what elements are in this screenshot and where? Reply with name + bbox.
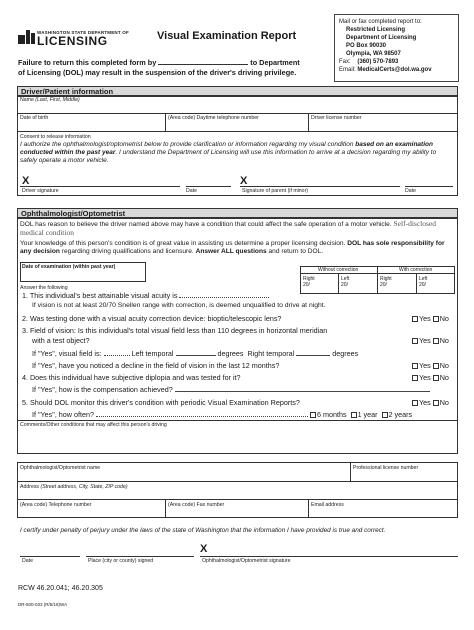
parent-sign-x: X [240,175,248,187]
q4-no-checkbox[interactable] [433,375,439,381]
form-number: DR-500-033 (R/5/18)WA [18,602,68,607]
driver-license-field[interactable]: Driver license number [311,115,362,121]
dol-logo-icon [18,30,35,44]
mail-instructions-box: Mail or fax completed report to: Restricted Licensing Department of Licensing PO Box 90030 Olympia, WA 98507 Fax: (360) 570-7893 Email: MedicalCerts@dol.wa.gov [334,14,459,82]
provider-fax-field[interactable]: (Area code) Fax number [168,502,225,508]
q3-no-checkbox[interactable] [433,338,439,344]
driver-signature-field[interactable]: Driver signature [22,188,59,194]
q3-decline-no-checkbox[interactable] [433,363,439,369]
question-3-decline: If "Yes", have you noticed a decline in the field of vision in the last 12 months? [32,361,280,370]
q3-decline-options: Yes No [410,361,449,370]
driver-sign-x: X [22,175,30,187]
parent-sign-date-field[interactable]: Date [405,188,416,194]
acuity-without-right[interactable]: Right 20/ [303,276,315,288]
reason-paragraph: DOL has reason to believe the driver named above may have a condition that could affect the safe operation of a motor vehicle. Self-disclosed medical condition [20,219,437,238]
professional-license-field[interactable]: Professional license number [353,465,419,471]
condition-highlight: Self-disclosed medical condition [20,219,437,238]
question-4-compensation: If "Yes", how is the compensation achieved? [32,385,430,394]
question-1: 1. This individual's best attainable visual acuity is [22,291,269,300]
freq-6-months-checkbox[interactable] [310,412,316,418]
right-temporal-field[interactable] [296,350,330,356]
instructions-paragraph: Your knowledge of this person's condition is of great value in assisting us determine a proper licensing decision. DOL has sole responsibility for any decision regarding driving qualifications and licensure. Answer ALL questions and return to DOL. [20,240,445,256]
comments-field[interactable]: Comments/Other conditions that may affect this person's driving [20,422,167,428]
freq-2-years-checkbox[interactable] [382,412,388,418]
return-warning: Failure to return this completed form by to Department of Licensing (DOL) may result in the suspension of the driver's driving privilege. [18,58,300,77]
visual-field-row: If "Yes", visual field is: Left temporal degrees Right temporal degrees [32,349,359,358]
compensation-field[interactable] [175,386,430,392]
email-address[interactable]: MedicalCerts@dol.wa.gov [357,67,432,73]
freq-1-year-checkbox[interactable] [351,412,357,418]
left-temporal-field[interactable] [176,350,216,356]
q5-yes-checkbox[interactable] [412,400,418,406]
consent-text: I authorize the ophthalmologist/optometrist below to provide clarification or information regarding my visual condition based on an examination conducted within the past year. I understand the Department of Licensing will use this information to arrive at a decision regarding my ability to safely operate a motor vehicle. [20,141,437,164]
provider-sign-x: X [200,543,208,555]
q5-no-checkbox[interactable] [433,400,439,406]
question-3: 3. Field of vision: Is this individual's total visual field less than 110 degrees in horizontal meridian [22,326,328,335]
acuity-with-left[interactable]: Left 20/ [419,276,428,288]
acuity-with-right[interactable]: Right 20/ [380,276,392,288]
place-signed-field[interactable]: Place (city or county) signed [88,558,154,564]
perjury-certification: I certify under penalty of perjury under the laws of the state of Washington that the information I have provided is true and correct. [20,527,386,534]
daytime-phone-field[interactable]: (Area code) Daytime telephone number [168,115,259,121]
q4-yes-checkbox[interactable] [412,375,418,381]
question-5: 5. Should DOL monitor this driver's condition with periodic Visual Examination Reports? [22,398,300,407]
question-4-options: Yes No [410,373,449,382]
question-2: 2. Was testing done with a visual acuity correction device: bioptic/telescopic lens? [22,314,282,323]
question-5-frequency: If "Yes", how often? 6 months 1 year 2 years [32,410,413,419]
answer-label: Answer the following [20,285,68,291]
agency-name: LICENSING [37,34,108,48]
rcw-reference: RCW 46.20.041; 46.20.305 [18,585,103,592]
question-2-options: Yes No [410,314,449,323]
dob-field[interactable]: Date of birth [20,115,49,121]
name-field[interactable]: Name (Last, First, Middle) [20,97,80,103]
question-1-note: If vision is not at least 20/70 Snellen range with correction, is deemed unqualified to drive at night. [32,302,326,309]
question-3-options: Yes No [410,336,449,345]
provider-signature-field[interactable]: Ophthalmologist/Optometrist signature [202,558,291,564]
provider-email-field[interactable]: Email address [311,502,344,508]
acuity-without-left[interactable]: Left 20/ [341,276,350,288]
question-5-options: Yes No [410,398,449,407]
provider-sign-date-field[interactable]: Date [22,558,33,564]
q2-no-checkbox[interactable] [433,316,439,322]
q3-yes-checkbox[interactable] [412,338,418,344]
provider-address-field[interactable]: Address (Street address, City, State, ZIP code) [20,484,128,490]
parent-signature-field[interactable]: Signature of parent (if minor) [242,188,309,194]
question-4: 4. Does this individual have subjective diplopia and was tested for it? [22,373,241,382]
provider-phone-field[interactable]: (Area code) Telephone number [20,502,92,508]
fax-number: (360) 570-7893 [357,59,399,65]
agency-name-small: WASHINGTON STATE DEPARTMENT OF [37,30,129,35]
q2-yes-checkbox[interactable] [412,316,418,322]
doctor-section-header: Ophthalmologist/Optometrist [17,208,458,218]
page-title: Visual Examination Report [157,30,297,42]
provider-name-field[interactable]: Ophthalmologist/Optometrist name [20,465,101,471]
return-date-field[interactable] [158,58,248,65]
consent-label: Consent to release information [20,134,91,140]
driver-sign-date-field[interactable]: Date [186,188,197,194]
driver-section-header: Driver/Patient information [17,86,458,96]
q3-decline-yes-checkbox[interactable] [412,363,418,369]
